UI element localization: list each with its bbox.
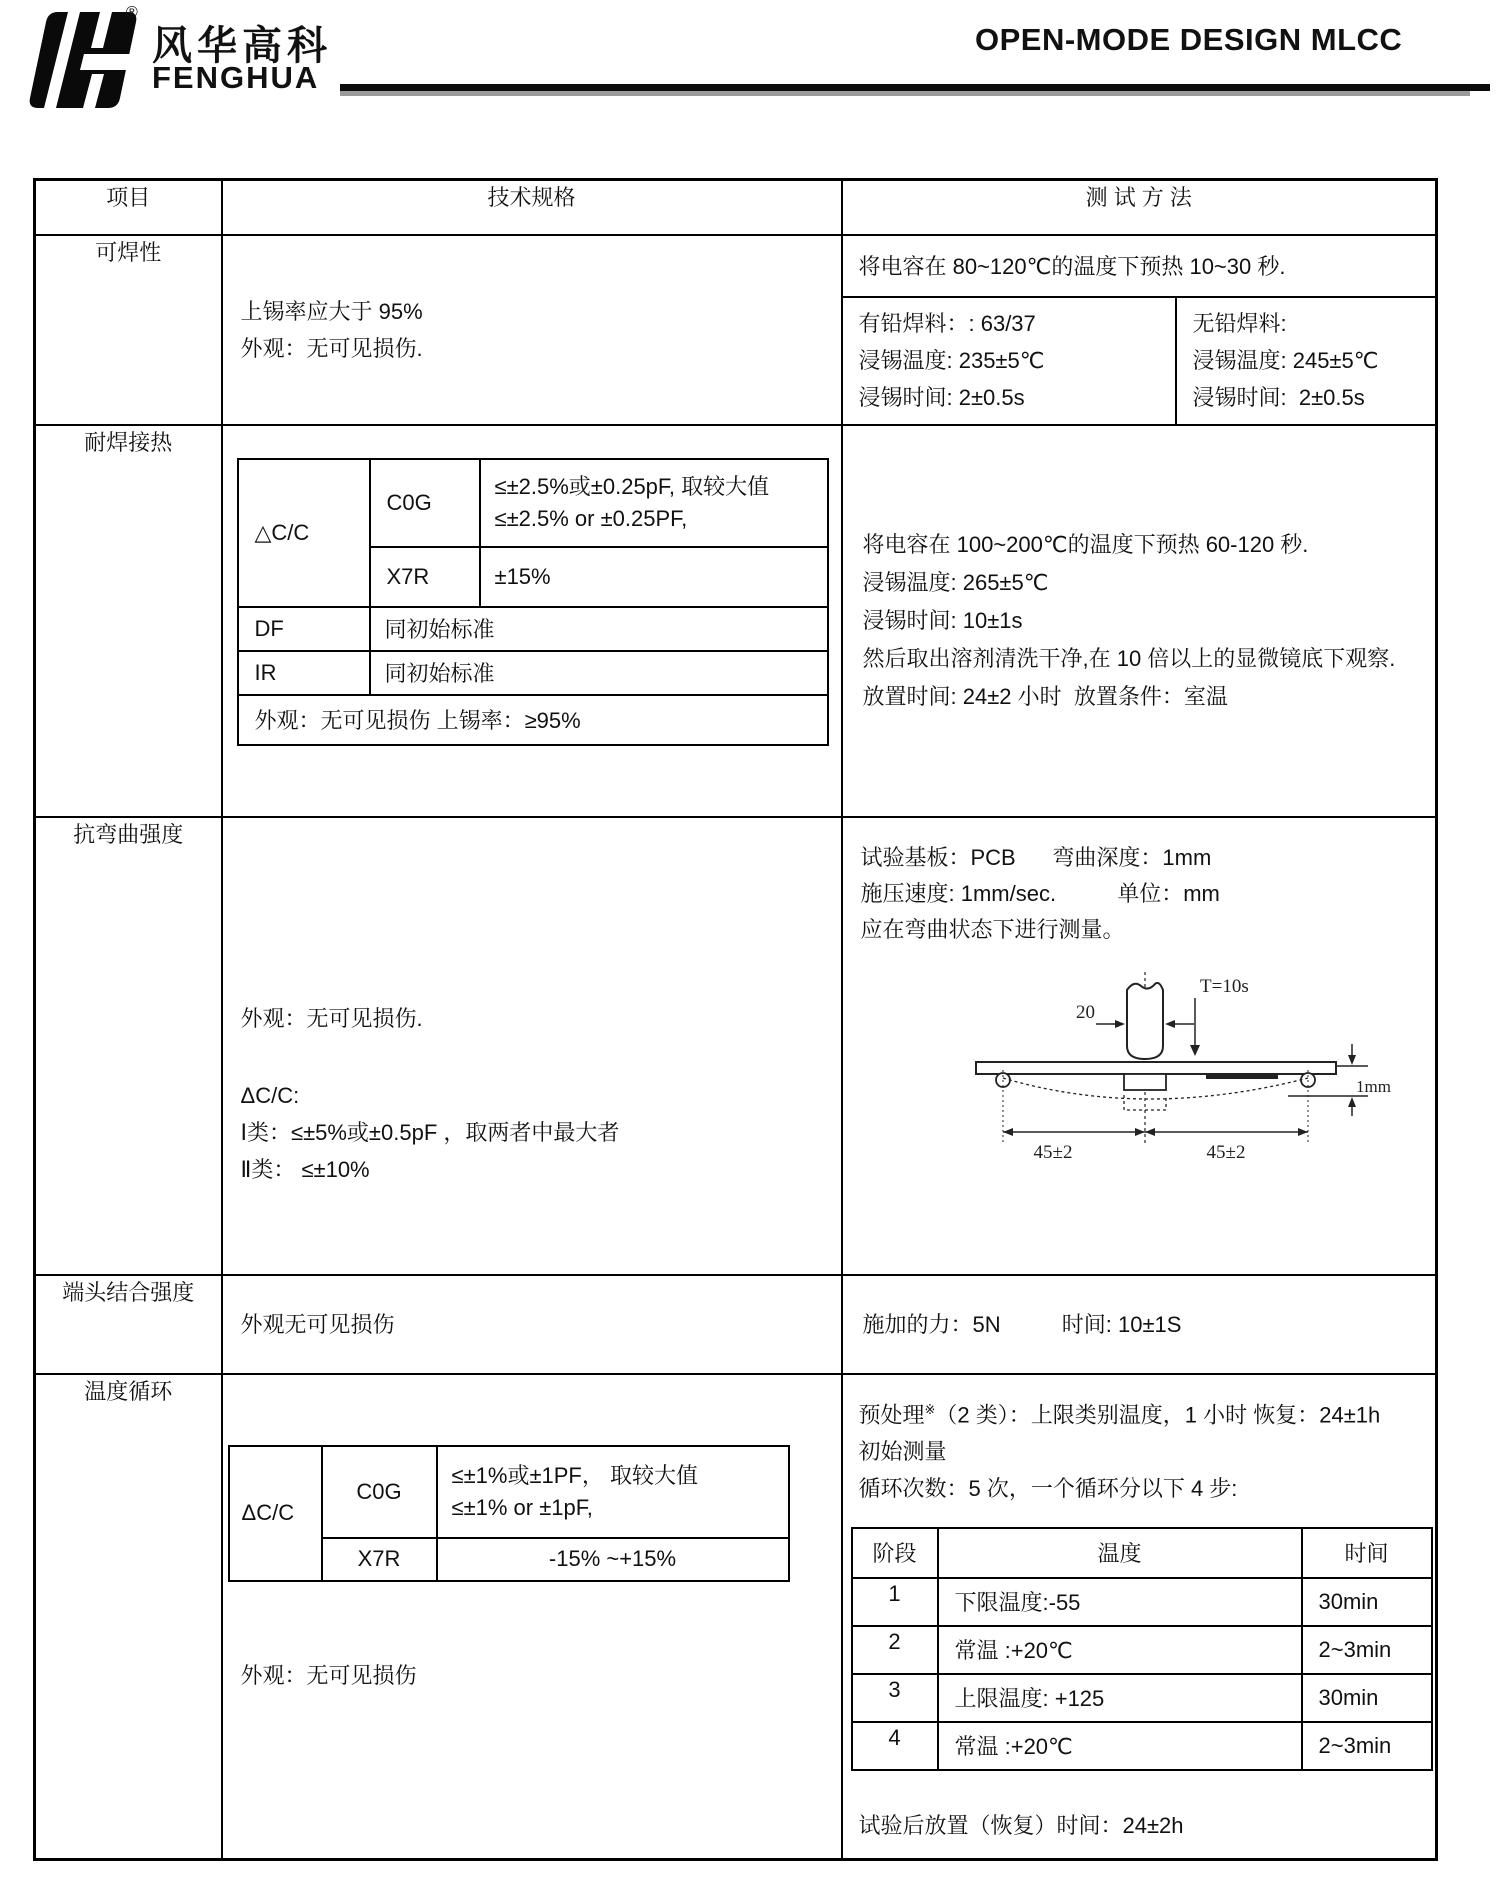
spec-line: ΔC/C: xyxy=(240,1082,300,1108)
item-soldering-heat: 耐焊接热 xyxy=(35,425,222,817)
method-line: 循环次数：5 次，一个循环分以下 4 步: xyxy=(858,1475,1238,1501)
c0g-label: C0G xyxy=(370,459,480,547)
spec-table xyxy=(33,178,1438,1861)
spec-line: 外观无可见损伤 xyxy=(240,1311,395,1337)
cycle-step-row xyxy=(852,1722,1432,1770)
item-terminal-strength: 端头结合强度 xyxy=(35,1275,222,1374)
method-line: 初始测量 xyxy=(858,1438,947,1464)
svg-text:45±2: 45±2 xyxy=(1206,1141,1245,1163)
row-solderability xyxy=(35,235,1437,425)
brand-name-en: FENGHUA xyxy=(152,60,320,95)
cycle-step-row xyxy=(852,1674,1432,1722)
c0g-label: C0G xyxy=(322,1446,437,1538)
spec-bending-strength xyxy=(222,817,842,1275)
cycle-spec-subtable xyxy=(228,1445,790,1582)
method-line: 将电容在 100~200℃的温度下预热 60-120 秒. xyxy=(862,531,1309,557)
x7r-label: X7R xyxy=(322,1538,437,1581)
c0g-value-line: ≤±1%或±1PF， 取较大值 xyxy=(451,1462,698,1488)
x7r-value: -15% ~+15% xyxy=(437,1538,789,1581)
ir-value: 同初始标准 xyxy=(370,651,828,695)
svg-text:1mm: 1mm xyxy=(1355,1076,1391,1096)
method-line: 应在弯曲状态下进行测量。 xyxy=(860,916,1125,942)
method-intro: 将电容在 80~120℃的温度下预热 10~30 秒. xyxy=(843,236,1436,298)
c0g-value-line: ≤±2.5%或±0.25pF, 取较大值 xyxy=(494,473,770,499)
method-temperature-cycling xyxy=(842,1374,1437,1860)
row-bending-strength xyxy=(35,817,1437,1275)
temp-col-header: 温度 xyxy=(938,1528,1302,1578)
item-temperature-cycling: 温度循环 xyxy=(35,1374,222,1860)
header-rule-shadow xyxy=(340,91,1470,96)
cycle-table-header xyxy=(852,1528,1432,1578)
method-line: 试验基板：PCB 弯曲深度：1mm xyxy=(860,844,1212,870)
method-line: 施加的力：5N 时间: 10±1S xyxy=(862,1311,1182,1337)
step-no: 1 xyxy=(852,1578,938,1626)
spec-line: 外观：无可见损伤. xyxy=(240,335,423,361)
leaded-solder-cell xyxy=(843,298,1177,424)
row-soldering-heat xyxy=(35,425,1437,817)
spec-terminal-strength xyxy=(222,1275,842,1374)
svg-text:20: 20 xyxy=(1075,1001,1095,1023)
lead-free-solder-cell xyxy=(1177,298,1436,424)
preprocess-label: 预处理 xyxy=(858,1401,925,1427)
step-time: 2~3min xyxy=(1302,1626,1432,1674)
col-header-method: 测 试 方 法 xyxy=(842,180,1437,235)
method-line: 浸锡温度: 245±5℃ xyxy=(1192,348,1379,373)
step-temp: 常温 :+20℃ xyxy=(938,1722,1302,1770)
spec-solderability xyxy=(222,235,842,425)
heat-spec-subtable xyxy=(237,458,829,746)
method-line: 有铅焊料：: 63/37 xyxy=(858,311,1036,336)
fenghua-logo-icon xyxy=(26,10,144,110)
col-header-item: 项目 xyxy=(35,180,222,235)
brand-name-cn: 风华高科 xyxy=(152,24,332,68)
c0g-value xyxy=(480,459,828,547)
cycle-visual-note: 外观：无可见损伤 xyxy=(240,1662,417,1688)
registered-mark: ® xyxy=(126,4,138,21)
preprocess-rest: （2 类）：上限类别温度，1 小时 恢复：24±1h xyxy=(935,1401,1381,1427)
item-solderability: 可焊性 xyxy=(35,235,222,425)
step-time: 2~3min xyxy=(1302,1722,1432,1770)
header-rule xyxy=(340,84,1490,91)
cycle-step-row xyxy=(852,1578,1432,1626)
method-line: 浸锡时间: 2±0.5s xyxy=(1192,385,1365,410)
method-soldering-heat xyxy=(842,425,1437,817)
method-line: 施压速度: 1mm/sec. 单位：mm xyxy=(860,880,1220,906)
df-value: 同初始标准 xyxy=(370,607,828,651)
time-col-header: 时间 xyxy=(1302,1528,1432,1578)
method-line xyxy=(859,1391,1428,1433)
method-bending-strength xyxy=(842,817,1437,1275)
spec-line: Ⅰ类：≤±5%或±0.5pF ，取两者中最大者 xyxy=(240,1119,620,1145)
step-time: 30min xyxy=(1302,1578,1432,1626)
step-no: 2 xyxy=(852,1626,938,1674)
method-terminal-strength xyxy=(842,1275,1437,1374)
step-temp: 下限温度:-55 xyxy=(938,1578,1302,1626)
method-line: 然后取出溶剂清洗干净,在 10 倍以上的显微镜底下观察. xyxy=(862,645,1396,671)
method-line: 放置时间: 24±2 小时 放置条件：室温 xyxy=(862,683,1228,709)
step-no: 4 xyxy=(852,1722,938,1770)
table-header-row xyxy=(35,180,1437,235)
method-line: 浸锡温度: 265±5℃ xyxy=(862,569,1049,595)
stage-col-header: 阶段 xyxy=(852,1528,938,1578)
spec-line: 外观：无可见损伤. xyxy=(240,1005,423,1031)
svg-text:45±2: 45±2 xyxy=(1033,1141,1072,1163)
method-line: 浸锡时间: 10±1s xyxy=(862,607,1023,633)
dcc-label: ΔC/C xyxy=(229,1446,322,1581)
dcc-label: △C/C xyxy=(238,459,370,607)
row-terminal-strength xyxy=(35,1275,1437,1374)
method-line: 无铅焊料: xyxy=(1192,311,1287,336)
bend-test-diagram xyxy=(948,966,1398,1176)
method-line: 浸锡时间: 2±0.5s xyxy=(858,385,1025,410)
svg-text:T=10s: T=10s xyxy=(1199,975,1249,997)
step-temp: 上限温度: +125 xyxy=(938,1674,1302,1722)
ir-label: IR xyxy=(238,651,370,695)
x7r-label: X7R xyxy=(370,547,480,607)
method-line: 浸锡温度: 235±5℃ xyxy=(858,348,1045,373)
method-solderability xyxy=(842,235,1437,425)
item-bending-strength: 抗弯曲强度 xyxy=(35,817,222,1275)
heat-visual-note: 外观：无可见损伤 上锡率：≥95% xyxy=(238,695,828,745)
spec-line: Ⅱ类： ≤±10% xyxy=(240,1156,370,1182)
c0g-value xyxy=(437,1446,789,1538)
c0g-value-line: ≤±2.5% or ±0.25PF, xyxy=(494,505,688,531)
step-no: 3 xyxy=(852,1674,938,1722)
df-label: DF xyxy=(238,607,370,651)
x7r-value: ±15% xyxy=(480,547,828,607)
cycle-steps-table xyxy=(851,1527,1433,1771)
spec-temperature-cycling xyxy=(222,1374,842,1860)
row-temperature-cycling xyxy=(35,1374,1437,1860)
col-header-spec: 技术规格 xyxy=(222,180,842,235)
step-temp: 常温 :+20℃ xyxy=(938,1626,1302,1674)
spec-soldering-heat xyxy=(222,425,842,817)
page-title: OPEN-MODE DESIGN MLCC xyxy=(975,22,1403,57)
reference-mark: ※ xyxy=(924,1401,936,1417)
cycle-footer-note: 试验后放置（恢复）时间：24±2h xyxy=(858,1812,1184,1838)
c0g-value-line: ≤±1% or ±1pF, xyxy=(451,1494,593,1520)
brand-logo xyxy=(26,10,156,110)
step-time: 30min xyxy=(1302,1674,1432,1722)
cycle-step-row xyxy=(852,1626,1432,1674)
spec-line: 上锡率应大于 95% xyxy=(240,298,423,324)
